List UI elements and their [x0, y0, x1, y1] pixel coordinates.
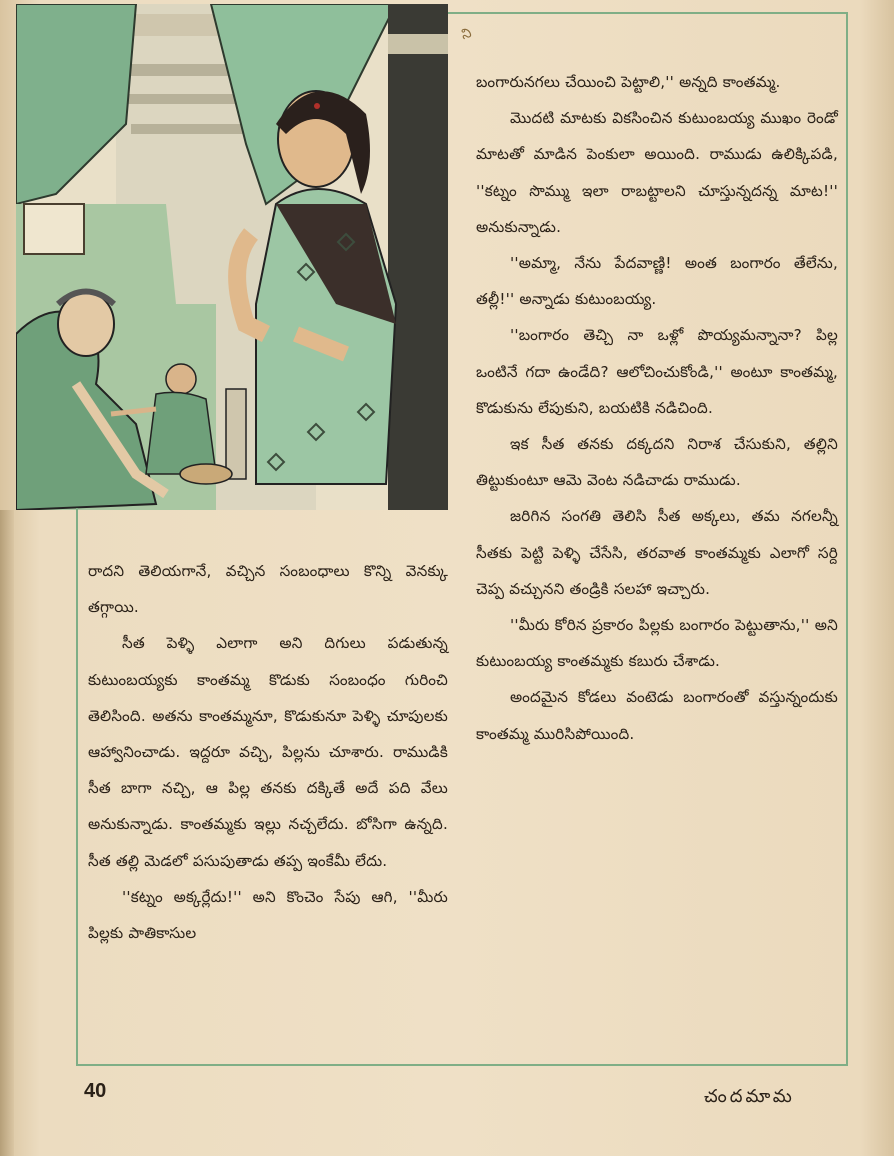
paragraph: సీత పెళ్ళి ఎలాగా అని దిగులు పడుతున్న కుటుంబయ్యకు కాంతమ్మ కొడుకు సంబంధం గురించి తెలిసింది. అతను కాంతమ్మనూ, కొడుకునూ పెళ్ళి చూపులకు ఆహ్వానించాడు. ఇద్దరూ వచ్చి, పిల్లను చూశారు. రాముడికి సీత బాగా నచ్చి, ఆ పిల్ల తనకు దక్కితే అదే పది వేలు అనుకున్నాడు. కాంతమ్మకు ఇల్లు నచ్చలేదు. బోసిగా ఉన్నది. సీత తల్లి మెడలో పసుపుతాడు తప్ప ఇంకేమీ లేదు. [88, 634, 448, 870]
magazine-name-footer: చందమామ [704, 1086, 795, 1107]
page-spine-shadow [0, 510, 14, 1156]
paragraph: ఇక సీత తనకు దక్కదని నిరాశ చేసుకుని, తల్లిని తిట్టుకుంటూ ఆమె వెంట నడిచాడు రాముడు. [476, 435, 838, 490]
paragraph: ''బంగారం తెచ్చి నా ఒళ్లో పొయ్యమన్నానా? పిల్ల ఒంటినే గదా ఉండేది? ఆలోచించుకోండి,'' అంటూ కాంతమ్మ, కొడుకును లేపుకుని, బయటికి నడిచింది. [476, 326, 838, 417]
page-number: 40 [84, 1080, 107, 1102]
corner-ink-mark: ని [459, 24, 474, 44]
paragraph: జరిగిన సంగతి తెలిసి సీత అక్కలు, తమ నగలన్నీ సీతకు పెట్టి పెళ్ళి చేసేసి, తరవాత కాంతమ్మకు ఎలాగో సర్ది చెప్ప వచ్చునని తండ్రికి సలహా ఇచ్చారు. [476, 507, 838, 598]
paragraph: ''అమ్మా, నేను పేదవాణ్ణి! అంత బంగారం తేలేను, తల్లీ!'' అన్నాడు కుటుంబయ్య. [476, 254, 838, 309]
story-illustration [16, 4, 448, 510]
paragraph: ''కట్నం అక్కర్లేదు!'' అని కొంచెం సేపు ఆగి, ''మీరు పిల్లకు పాతికాసుల [88, 887, 448, 943]
left-column-text [88, 553, 448, 951]
right-column-text [476, 64, 838, 752]
paragraph: ''మీరు కోరిన ప్రకారం పిల్లకు బంగారం పెట్టుతాను,'' అని కుటుంబయ్య కాంతమ్మకు కబురు చేశాడు. [476, 616, 838, 671]
paragraph: రాదని తెలియగానే, వచ్చిన సంబంధాలు కొన్ని వెనక్కు తగ్గాయి. [88, 562, 448, 617]
paragraph: మొదటి మాటకు వికసించిన కుటుంబయ్య ముఖం రెండో మాటతో మాడిన పెంకులా అయింది. రాముడు ఉలిక్కిపడి, ''కట్నం సొమ్ము ఇలా రాబట్టాలని చూస్తున్నదన్న మాట!'' అనుకున్నాడు. [476, 109, 838, 236]
paragraph: బంగారునగలు చేయించి పెట్టాలి,'' అన్నది కాంతమ్మ. [476, 73, 781, 91]
paragraph: అందమైన కోడలు వంటెడు బంగారంతో వస్తున్నందుకు కాంతమ్మ మురిసిపోయింది. [476, 688, 838, 743]
